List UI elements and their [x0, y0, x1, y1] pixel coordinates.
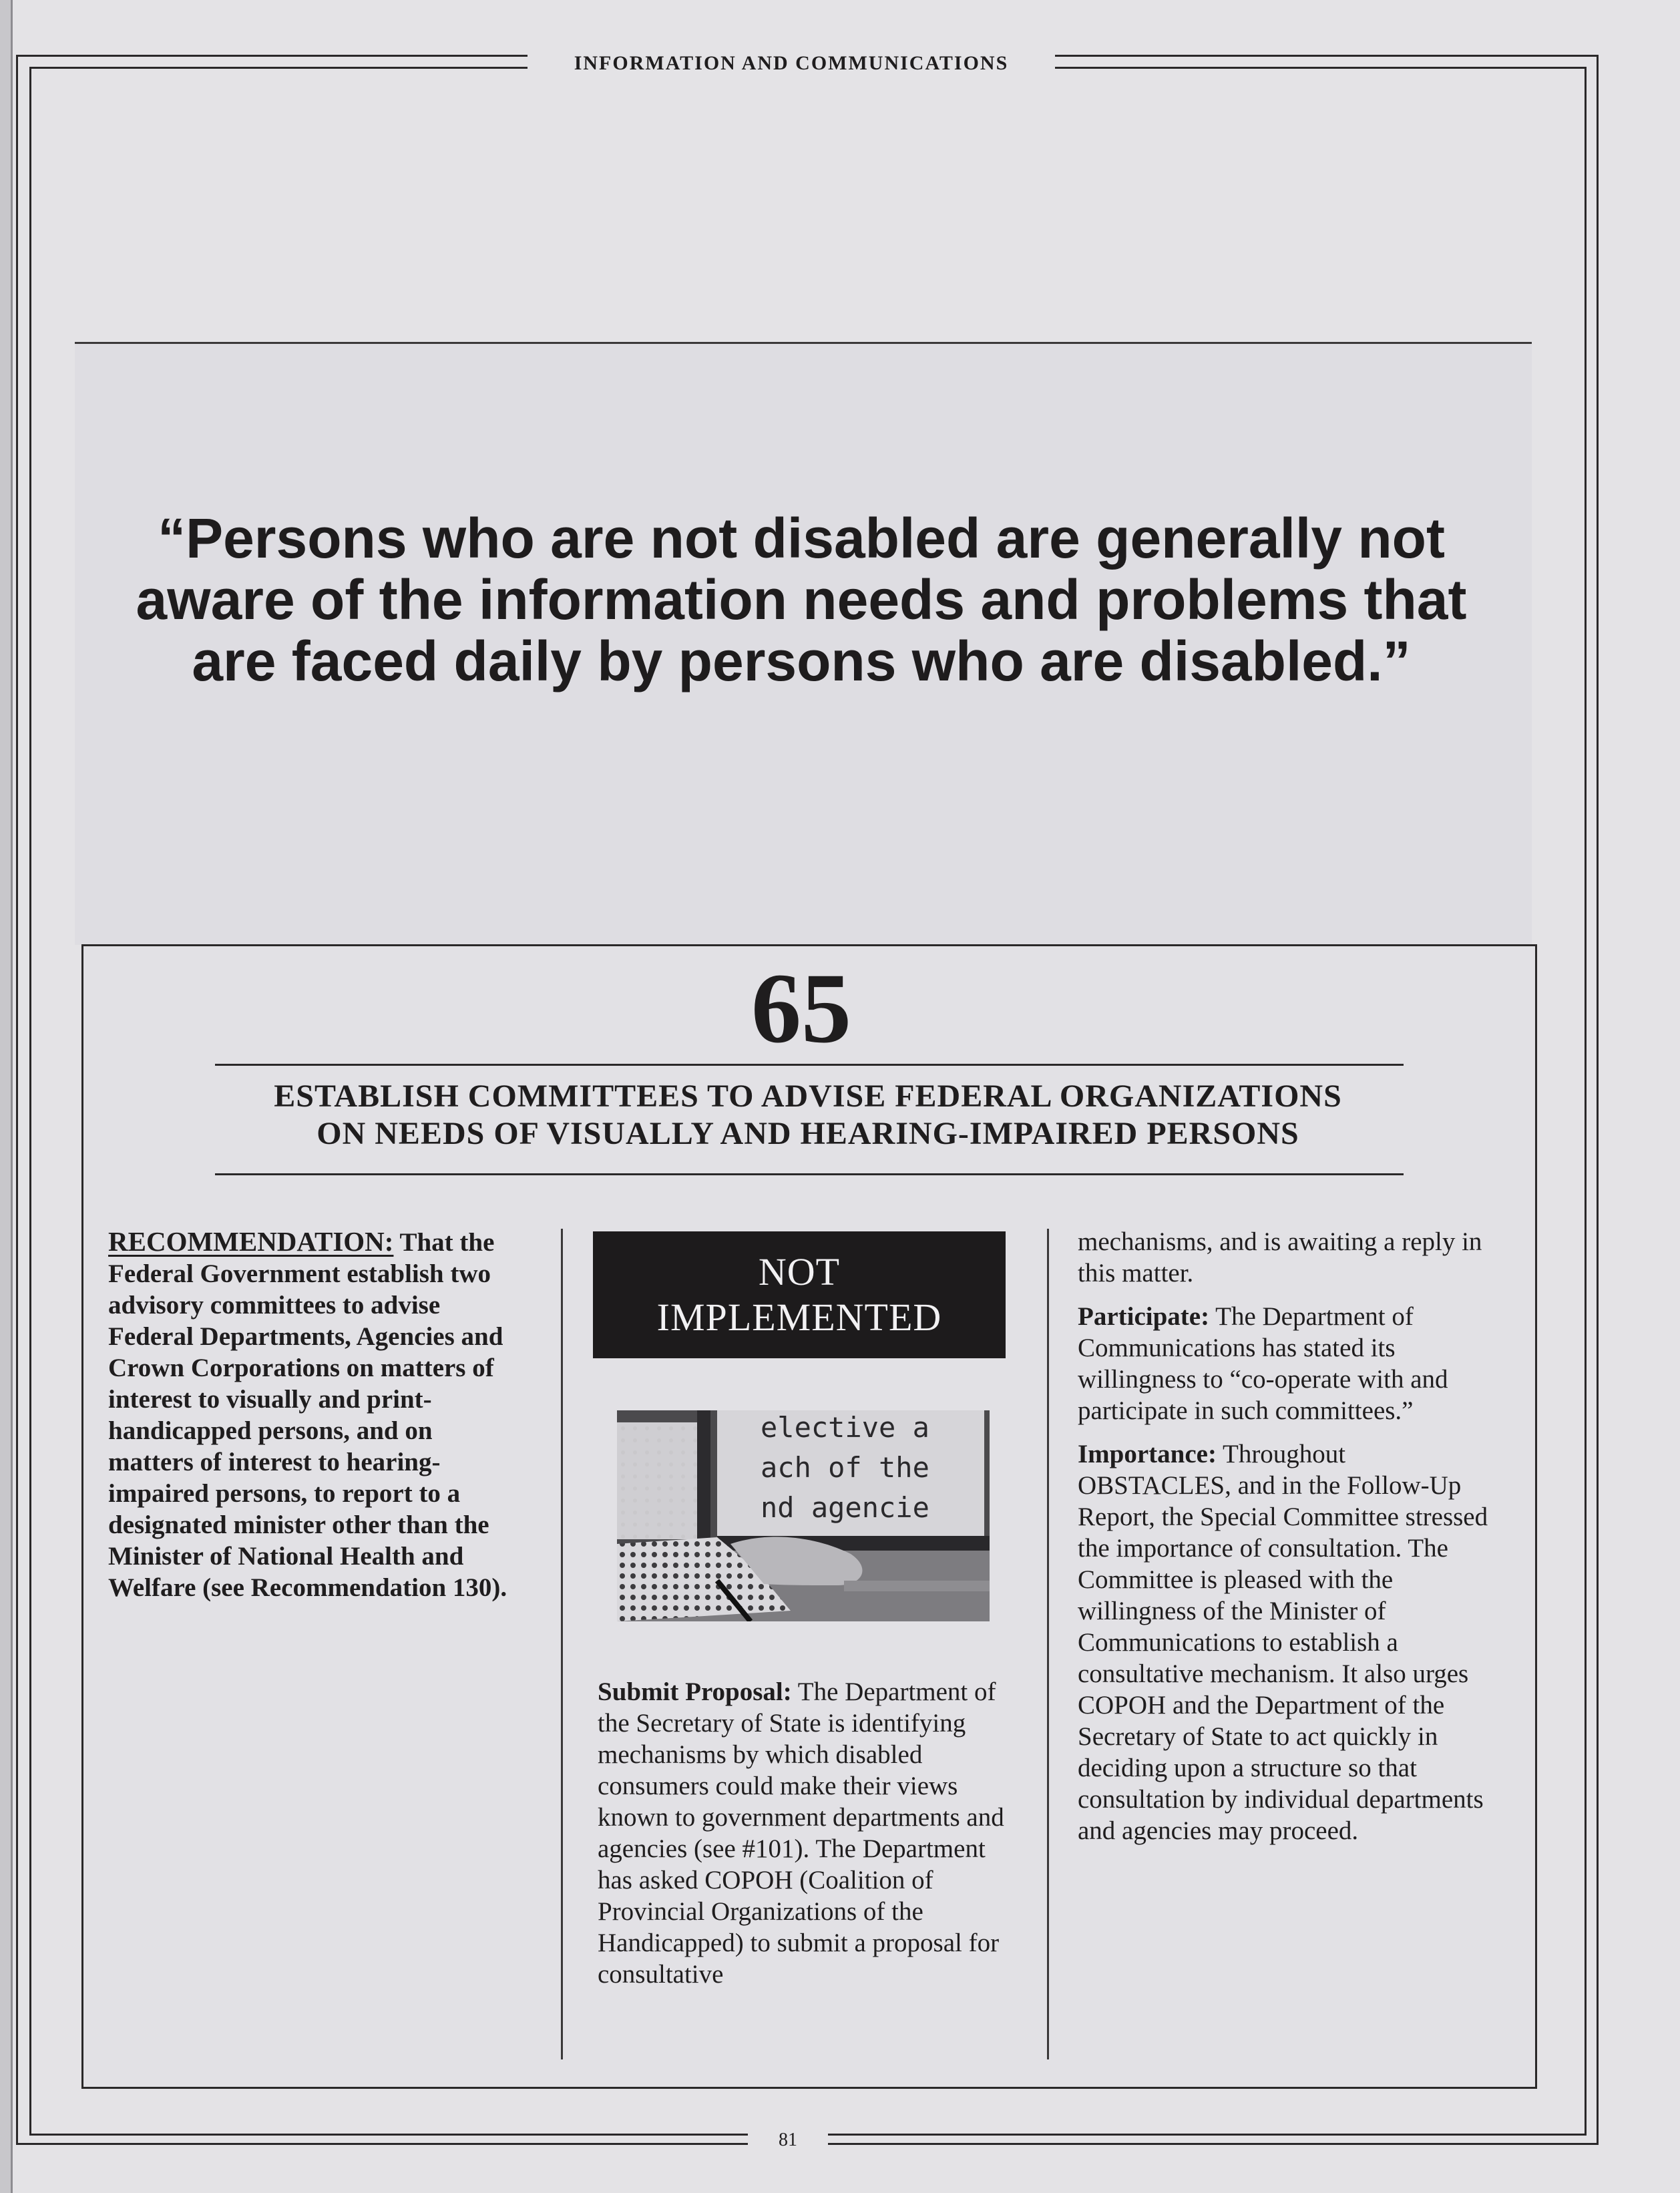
recommendation-text: That the Federal Government establish two advisory committees to advise Federal Departments, Agencies and Crown Corporations on matters of interest to visually and print-handicapped persons, and on matters of interest to hearing-impaired persons, to report to a designated minister other than the Minister of National Health and Welfare (see Recommendation 130). — [108, 1228, 507, 1602]
recommendation-title-line-2: ON NEEDS OF VISUALLY AND HEARING-IMPAIRED PERSONS — [317, 1116, 1299, 1151]
scan-edge-line — [11, 0, 13, 2193]
importance-label: Importance: — [1078, 1440, 1217, 1468]
photo-screen-text-3: nd agencie — [761, 1491, 929, 1524]
recommendation-text-column — [108, 1226, 522, 1603]
status-line-2: IMPLEMENTED — [656, 1295, 942, 1339]
recommendation-label: RECOMMENDATION: — [108, 1226, 394, 1257]
submit-proposal-column — [598, 1676, 1012, 1990]
submit-proposal-text: The Department of the Secretary of State is identifying mechanisms by which disabled consumers could make their views known to government departments and agencies (see #101). The Department has asked COPOH (Coalition of Provincial Organizations of the Handicapped) to submit a proposal for consultative — [598, 1677, 1004, 1989]
photo-screen-reader — [617, 1410, 990, 1621]
submit-proposal-paragraph — [598, 1676, 1012, 1990]
photo-screen-text-1: elective a — [761, 1411, 929, 1444]
status-details-column — [1078, 1226, 1505, 1858]
running-head: INFORMATION AND COMMUNICATIONS — [528, 47, 1055, 80]
importance-text: Throughout OBSTACLES, and in the Follow-Up Report, the Special Committee stressed the importance of consultation. The Committee is pleased with the willingness of the Minister of Communications to establish a consultative mechanism. It also urges COPOH and the Department of the Secretary of State to act quickly in deciding upon a structure so that consultation by individual departments and agencies may proceed. — [1078, 1440, 1488, 1845]
column-divider-right — [1047, 1229, 1049, 2059]
title-rule-bottom — [215, 1173, 1404, 1175]
recommendation-title — [160, 1078, 1456, 1153]
column-divider-left — [561, 1229, 563, 2059]
submit-proposal-label: Submit Proposal: — [598, 1677, 792, 1706]
recommendation-title-line-1: ESTABLISH COMMITTEES TO ADVISE FEDERAL ORGANIZATIONS — [274, 1078, 1342, 1114]
importance-paragraph — [1078, 1438, 1505, 1846]
title-rule-top — [215, 1064, 1404, 1066]
pull-quote: “Persons who are not disabled are generally not aware of the information needs and problems that are faced daily by persons who are disabled.” — [136, 507, 1467, 692]
participate-text: The Department of Communications has stated its willingness to “co-operate with and participate in such committees.” — [1078, 1302, 1448, 1425]
participate-label: Participate: — [1078, 1302, 1210, 1331]
recommendation-number: 65 — [751, 953, 851, 1064]
status-badge — [593, 1231, 1006, 1358]
page-number: 81 — [748, 2124, 828, 2157]
status-line-1: NOT — [758, 1250, 841, 1293]
photo-illustration — [617, 1410, 990, 1621]
participate-paragraph — [1078, 1301, 1505, 1426]
scan-edge — [0, 0, 11, 2193]
photo-screen-text-2: ach of the — [761, 1451, 929, 1484]
continuation-paragraph: mechanisms, and is awaiting a reply in this matter. — [1078, 1227, 1482, 1287]
